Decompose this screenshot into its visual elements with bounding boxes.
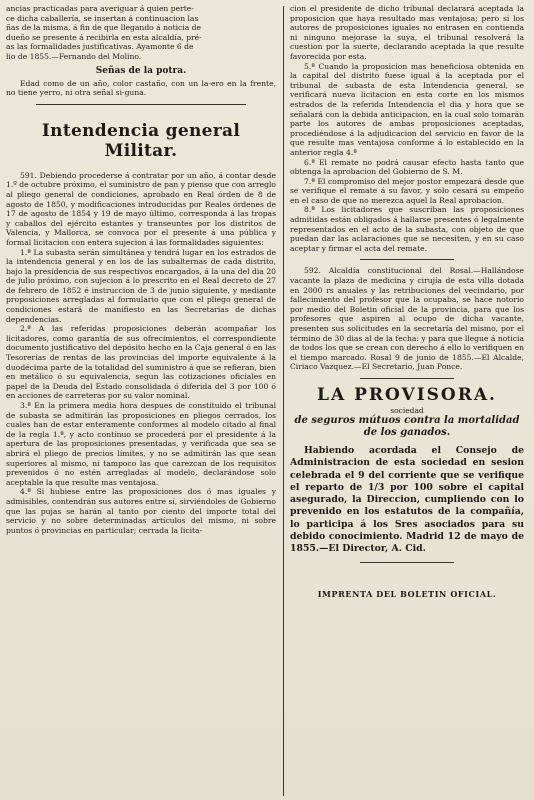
rule-1: 1.ª La subasta serán simultánea y tendrá lugar en los estrados de la intendencia general y en los de las subalternas de cada distrito, bajo la presidencia de sus respectivos encargados, á la una del dia 20 de julio próximo, con sujecion á lo prescrito en el Real decreto de 27 de febrero de 1852 é instruccion de 3 de junio siguiente, y mediante proposiciones arregladas al formulario que con el pliego general de condiciones estará de manifiesto en las Secretarias de dichas dependencias. (6, 247, 276, 324)
top-line: ñas de la misma, á fin de que llegando á noticia de (6, 23, 202, 33)
rule-4: 4.ª Si hubiese entre las proposiciones dos ó mas iguales y admisibles, contendrán sus autores entre sí, sirviéndoles de Gobierno que las pujas se harán al tanto por ciento del importe total del servicio y no sobre determinadas artículos del mismo, ni sobre puntos ó provincias en particular; cerrada la licita- (6, 487, 276, 535)
rule-5: 5.ª Cuando la proposicion mas beneficiosa obtenida en la capital del distrito fuese igual á la aceptada por el tribunal de subasta de esta Intendencia general, se verificará nueva licitacion en esta corte en los mismos estrados de la referida Intendencia el dia y hora que se señalará con la debida anticipacion, en la cual solo tomarán parte los autores de ambas proposiciones aceptadas, procediéndose á la adjudicacion del servicio en favor de la que resulte mas ventajosa conforme á lo establecido en la anterior regla 4.ª (290, 61, 524, 157)
top-line: lio de 1855.—Fernando del Molino. (6, 51, 142, 61)
imprenta-footer: IMPRENTA DEL BOLETIN OFICIAL. (317, 588, 497, 599)
right-column (290, 4, 524, 599)
senas-heading: Señas de la potra. (95, 65, 187, 76)
rule-8: 8.ª Los licitadores que suscriban las proposiciones admitidas están obligados á hallarse presentes ó legalmente representados en el acto de la subasta, con objeto de que puedan dar las aclaraciones que se necesiten, y en su caso aceptar y firmar el acta del remate. (290, 205, 524, 253)
column-divider (283, 6, 284, 796)
provisora-title: LA PROVISORA. (317, 384, 497, 405)
left-column (6, 4, 276, 535)
senas-text: Edad como de un año, color castaño, con un la-ero en la frente, no tiene yerro, ni otra señal si-guna. (6, 78, 276, 98)
provisora-sociedad: sociedad (390, 405, 424, 415)
provisora-text: Habiendo acordada el Consejo de Administracion de esta sociedad en sesion celebrada el 9 del corriente que se verifique el reparto de 1/3 por 100 sobre el capital asegurado, la Direccion, cumpliendo con lo prevenido en los estatutos de la compañía, lo participa á los Sres asociados para su debido conocimiento. Madrid 12 de mayo de 1855.—El Director, A. Cid. (290, 444, 524, 555)
section-title: Intendencia general Militar. (41, 120, 241, 161)
rule-2: 2.ª A las referidas proposiciones deberán acompañar los licitadores, como garantía de sus ofrecimientos, el correspondiente documento justificativo del depósito hecho en la Caja general ó en las Tesorerías de rentas de las provincias del importe equivalente á la duodécima parte de la totalidad del suministro á que se refieran, bien en metálico ó su equivalencia, segun las cotizaciones oficiales en papel de la Deuda del Estado consolidada ó diferida del 3 por 100 ó en acciones de carreteras por su valor nominal. (6, 324, 276, 401)
top-notice (6, 4, 276, 62)
divider-rule (360, 562, 454, 563)
top-line: ce dicha caballería, se insertan á continuacion las (6, 13, 199, 23)
provisora-subtitle: de seguros mútuos contra la mortalidad de los ganados. (294, 414, 520, 438)
paragraph-591: 591. Debiendo procederse á contratar por un año, á contar desde 1.º de octubre próximo, el suministro de pan y pienso que con arreglo al pliego general de condiciones, aprobado en Real órden de 8 de agosto de 1850, y modificaciones introducidas por Reales órdenes de 17 de agosto de 1854 y 19 de mayo último, corresponda á las tropas y caballos del ejército estantes y transeuntes por los distritos de Valencia, y Mallorca, se convoca por el presente á una pública y formal licitacion con entera sujecion á las formalidades siguientes: (6, 170, 276, 247)
rule-3: 3.ª En la primera media hora despues de constituido el tribunal de subasta se admitirán las proposiciones en pliegos cerrados, los cuales han de estar enteramente conformes al modelo citado al final de la regla 1.ª, y acto contínuo se procederá por el presidente á la apertura de las proposiciones presentadas, y verificada que sea se abrirá el pliego de precios límites, y no se admitirán las que sean superiores al mismo, ni tampoco las que carezcan de los requisitos prevenidos ó no estén arregladas al modelo, declarándose solo aceptable la que resulte mas ventajosa. (6, 401, 276, 487)
rule-6: 6.ª El remate no podrá causar efecto hasta tanto que obtenga la aprobacion del Gobierno de S. M. (290, 157, 524, 177)
rule-7: 7.ª El compromiso del mejor postor empezará desde que se verifique el remate á su favor, y solo cesará su empeño en el caso de que no merezca aquel la Real aprobacion. (290, 176, 524, 205)
rule-4-continued: cion el presidente de dicho tribunal declarará aceptada la proposicion que haya resultado mas ventajosa; pero si los autores de proposiciones iguales no entrasen en contienda ni ninguno mejorase la suya, el tribunal resolverá la cuestion por la suerte, declarando aceptada la que resulte favorecida por esta. (290, 4, 524, 61)
top-line: dueño se presente á recibirla en esta alcaldía, pré- (6, 32, 202, 42)
top-line: ancias practicadas para averiguar á quien perte- (6, 4, 194, 13)
notice-592: 592. Alcaldía constitucional del Rosal.—Hallándose vacante la plaza de medicina y cirujía de esta villa dotada en 2000 rs anuales y las retribuciones del vecindario, por fallecimiento del profesor que la ocupaba, se hace notorio por medio del Boletin oficial de la provincia, para que los profesores que aspiren al ocupo de dicha vacante, presenten sus solicitudes en la secretaría del mismo, por el término de 30 dias al de la fecha: y para que llegue á noticia de todos los que se crean con derecho á ello lo verifiquen en el tiempo marcado. Rosal 9 de junio de 1855.—El Alcalde, Ciriaco Vazquez.—El Secretario, Juan Ponce. (290, 266, 524, 372)
divider-rule (360, 259, 454, 260)
divider-rule (360, 378, 454, 379)
top-line: as las formalidades justificativas. Ayamonte 6 de (6, 42, 194, 52)
divider-rule (36, 104, 246, 105)
